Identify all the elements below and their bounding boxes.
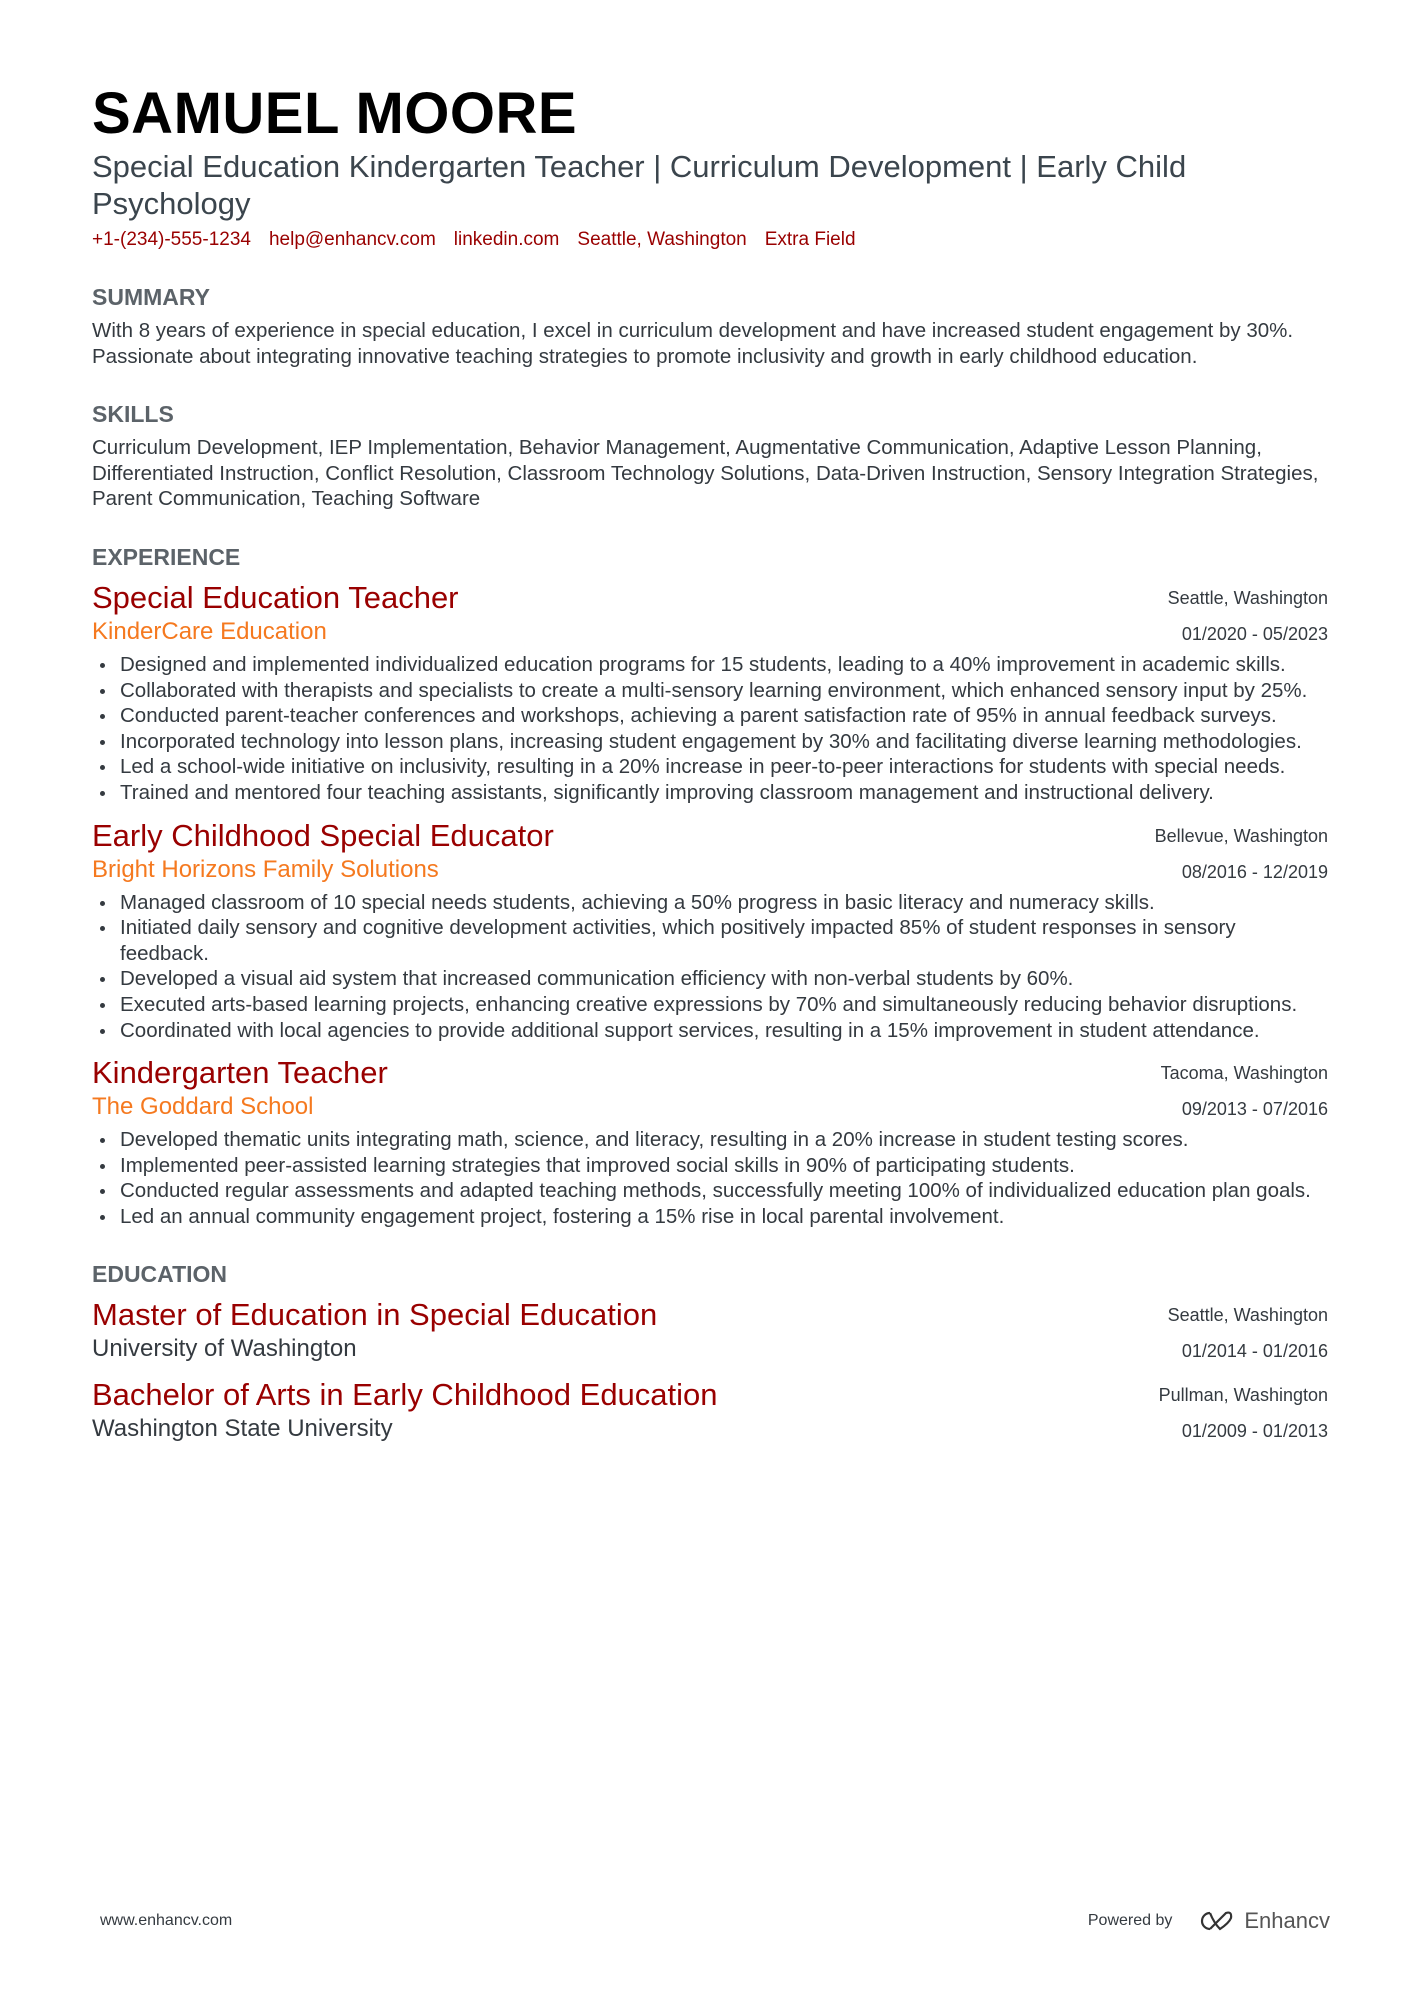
footer bbox=[100, 1908, 1330, 1934]
candidate-name: SAMUEL MOORE bbox=[92, 81, 578, 146]
company-name: The Goddard School bbox=[92, 1093, 314, 1121]
skills-heading: SKILLS bbox=[92, 401, 174, 428]
education-location: Pullman, Washington bbox=[1158, 1385, 1328, 1406]
education-list bbox=[92, 1297, 1328, 1445]
contact-list bbox=[92, 228, 1328, 252]
job-dates: 01/2020 - 05/2023 bbox=[1181, 623, 1328, 644]
bullet-item: Led an annual community engagement project, fostering a 15% rise in local parental involvement. bbox=[92, 1204, 1328, 1230]
resume bbox=[92, 82, 1328, 1445]
enhancv-logo-icon bbox=[1196, 1909, 1234, 1933]
powered-by-label: Powered by bbox=[1087, 1912, 1173, 1929]
experience-list bbox=[92, 580, 1328, 1230]
education-heading: EDUCATION bbox=[92, 1261, 228, 1288]
school-name: University of Washington bbox=[92, 1335, 357, 1363]
bullet-list bbox=[92, 652, 1328, 806]
bullet-item: Executed arts-based learning projects, enhancing creative expressions by 70% and simultaneously reducing behavior disruptions. bbox=[92, 992, 1328, 1018]
headline: Special Education Kindergarten Teacher | Curriculum Development | Early Child Psychology bbox=[92, 149, 1187, 221]
enhancv-logo[interactable] bbox=[1196, 1908, 1330, 1934]
job-entry bbox=[92, 580, 1328, 806]
bullet-item: Developed a visual aid system that increased communication efficiency with non-verbal students by 60%. bbox=[92, 966, 1328, 992]
job-location: Bellevue, Washington bbox=[1154, 825, 1328, 846]
bullet-item: Incorporated technology into lesson plans, increasing student engagement by 30% and facilitating diverse learning methodologies. bbox=[92, 729, 1328, 755]
degree: Bachelor of Arts in Early Childhood Education bbox=[92, 1377, 718, 1413]
bullet-item: Initiated daily sensory and cognitive development activities, which positively impacted 85% of student responses in sensory feedback. bbox=[92, 915, 1328, 966]
job-meta bbox=[1161, 1055, 1328, 1127]
location: Seattle, Washington bbox=[577, 229, 747, 250]
bullet-list bbox=[92, 890, 1328, 1044]
education-entry bbox=[92, 1377, 1328, 1445]
job-location: Seattle, Washington bbox=[1167, 587, 1328, 608]
job-location: Tacoma, Washington bbox=[1160, 1063, 1328, 1084]
job-entry bbox=[92, 1055, 1328, 1229]
summary-text: With 8 years of experience in special education, I excel in curriculum development and have increased student engagement by 30%. Passionate about integrating innovative teaching strategies to promote inclusivity and growth in early childhood education. bbox=[92, 319, 1294, 368]
company-name: Bright Horizons Family Solutions bbox=[92, 855, 439, 883]
bullet-item: Trained and mentored four teaching assistants, significantly improving classroom management and instructional delivery. bbox=[92, 780, 1328, 806]
bullet-item: Conducted regular assessments and adapted teaching methods, successfully meeting 100% of individualized education plan goals. bbox=[92, 1178, 1328, 1204]
job-title: Kindergarten Teacher bbox=[92, 1055, 388, 1091]
job-meta bbox=[1155, 818, 1328, 890]
job-meta bbox=[1168, 580, 1328, 652]
job-dates: 08/2016 - 12/2019 bbox=[1181, 861, 1328, 882]
enhancv-brand: Enhancv bbox=[1244, 1908, 1330, 1933]
bullet-item: Conducted parent-teacher conferences and workshops, achieving a parent satisfaction rate of 95% in annual feedback surveys. bbox=[92, 703, 1328, 729]
bullet-item: Implemented peer-assisted learning strategies that improved social skills in 90% of participating students. bbox=[92, 1153, 1328, 1179]
education-entry bbox=[92, 1297, 1328, 1365]
education-location: Seattle, Washington bbox=[1167, 1305, 1328, 1326]
degree: Master of Education in Special Education bbox=[92, 1297, 658, 1333]
bullet-item: Led a school-wide initiative on inclusivity, resulting in a 20% increase in peer-to-peer interactions for students with special needs. bbox=[92, 754, 1328, 780]
education-meta bbox=[1168, 1297, 1328, 1369]
bullet-item: Managed classroom of 10 special needs students, achieving a 50% progress in basic literacy and numeracy skills. bbox=[92, 890, 1328, 916]
education-meta bbox=[1159, 1377, 1328, 1449]
bullet-item: Coordinated with local agencies to provide additional support services, resulting in a 15% improvement in student attendance. bbox=[92, 1018, 1328, 1044]
extra-field: Extra Field bbox=[764, 229, 856, 250]
experience-heading: EXPERIENCE bbox=[92, 543, 241, 570]
job-title: Early Childhood Special Educator bbox=[92, 817, 554, 853]
job-entry bbox=[92, 818, 1328, 1044]
company-name: KinderCare Education bbox=[92, 617, 327, 645]
skills-text: Curriculum Development, IEP Implementation, Behavior Management, Augmentative Communication, Adaptive Lesson Planning, Differentiated Instruction, Conflict Resolution, Classroom Technology Solutions, Data-Driven Instruction, Sensory Integration Strategies, Parent Communication, Teaching Software bbox=[92, 436, 1319, 511]
education-dates: 01/2014 - 01/2016 bbox=[1181, 1341, 1328, 1362]
bullet-item: Collaborated with therapists and specialists to create a multi-sensory learning environment, which enhanced sensory input by 25%. bbox=[92, 678, 1328, 704]
website-link[interactable]: www.enhancv.com bbox=[100, 1912, 233, 1929]
linkedin-link[interactable]: linkedin.com bbox=[453, 229, 560, 250]
bullet-item: Designed and implemented individualized education programs for 15 students, leading to a 40% improvement in academic skills. bbox=[92, 652, 1328, 678]
education-dates: 01/2009 - 01/2013 bbox=[1181, 1421, 1328, 1442]
summary-heading: SUMMARY bbox=[92, 284, 210, 310]
school-name: Washington State University bbox=[92, 1415, 393, 1443]
job-dates: 09/2013 - 07/2016 bbox=[1181, 1099, 1328, 1120]
powered-by bbox=[1088, 1908, 1330, 1934]
bullet-list bbox=[92, 1127, 1328, 1229]
job-title: Special Education Teacher bbox=[92, 579, 459, 615]
bullet-item: Developed thematic units integrating math, science, and literacy, resulting in a 20% increase in student testing scores. bbox=[92, 1127, 1328, 1153]
phone-link[interactable]: +1-(234)-555-1234 bbox=[92, 229, 251, 250]
email-link[interactable]: help@enhancv.com bbox=[268, 229, 436, 250]
